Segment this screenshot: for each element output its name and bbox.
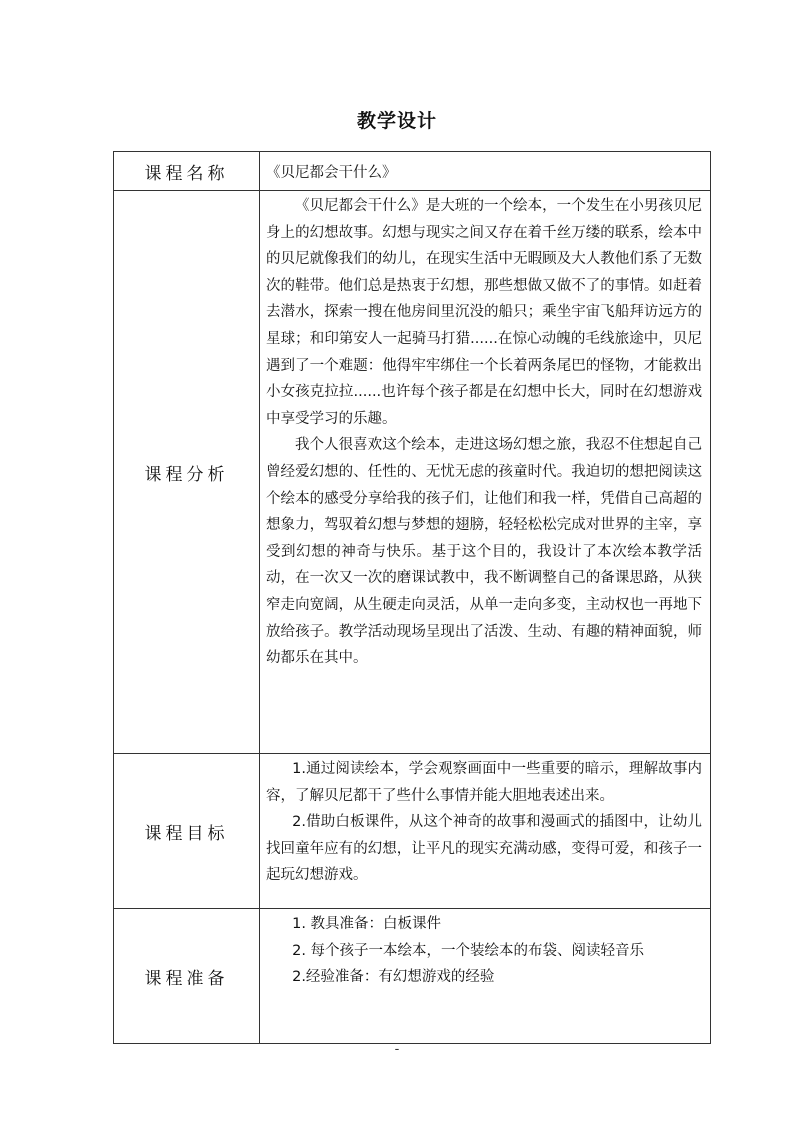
document-title: 教学设计 xyxy=(356,110,437,132)
course-name-value: 《贝尼都会干什么》 xyxy=(260,152,711,191)
analysis-paragraph: 《贝尼都会干什么》是大班的一个绘本，一个发生在小男孩贝尼身上的幻想故事。幻想与现实之间又存在着千丝万缕的联系，绘本中的贝尼就像我们的幼儿，在现实生活中无暇顾及大人教他们系了无数次的鞋带。他们总是热衷于幻想，那些想做又做不了的事情。如赶着去潜水，探索一搜在他房间里沉没的船只；乘坐宇宙飞船拜访远方的星球；和印第安人一起骑马打猎......在惊心动魄的毛线旅途中，贝尼遇到了一个难题：他得牢牢绑住一个长着两条尾巴的怪物，才能救出小女孩克拉拉......也许每个孩子都是在幻想中长大，同时在幻想游戏中享受学习的乐趣。 xyxy=(266,198,702,427)
course-analysis-label: 课程分析 xyxy=(114,191,260,754)
row-course-analysis xyxy=(114,191,711,754)
course-goals-content xyxy=(260,754,711,909)
row-course-preparation xyxy=(114,909,711,1044)
page-mark: - xyxy=(394,1042,400,1057)
preparation-item: 2.经验准备：有幻想游戏的经验 xyxy=(292,969,495,986)
goal-item: 1.通过阅读绘本，学会观察画面中一些重要的暗示，理解故事内容，了解贝尼都干了些什么事情并能大胆地表述出来。 xyxy=(266,761,702,804)
course-goals-label: 课程目标 xyxy=(114,754,260,909)
analysis-paragraph: 我个人很喜欢这个绘本，走进这场幻想之旅，我忍不住想起自己曾经爱幻想的、任性的、无忧无虑的孩童时代。我迫切的想把阅读这个绘本的感受分享给我的孩子们，让他们和我一样，凭借自己高超的想象力，驾驭着幻想与梦想的翅膀，轻轻松松完成对世界的主宰，享受到幻想的神奇与快乐。基于这个目的，我设计了本次绘本教学活动，在一次又一次的磨课试教中，我不断调整自己的备课思路，从狭窄走向宽阔，从生硬走向灵活，从单一走向多变，主动权也一再地下放给孩子。教学活动现场呈现出了活泼、生动、有趣的精神面貌，师幼都乐在其中。 xyxy=(266,437,702,667)
course-preparation-label: 课程准备 xyxy=(114,909,260,1044)
lesson-plan-table xyxy=(113,151,711,1044)
row-course-goals xyxy=(114,754,711,909)
preparation-item: 2. 每个孩子一本绘本，一个装绘本的布袋、阅读轻音乐 xyxy=(292,942,645,959)
course-preparation-content xyxy=(260,909,711,1044)
goal-item: 2.借助白板课件，从这个神奇的故事和漫画式的插图中，让幼儿找回童年应有的幻想，让平凡的现实充满动感，变得可爱，和孩子一起玩幻想游戏。 xyxy=(266,814,702,884)
course-name-label: 课程名称 xyxy=(114,152,260,191)
row-course-name xyxy=(114,152,711,191)
preparation-item: 1. 教具准备：白板课件 xyxy=(292,916,442,932)
course-analysis-content xyxy=(260,191,711,754)
